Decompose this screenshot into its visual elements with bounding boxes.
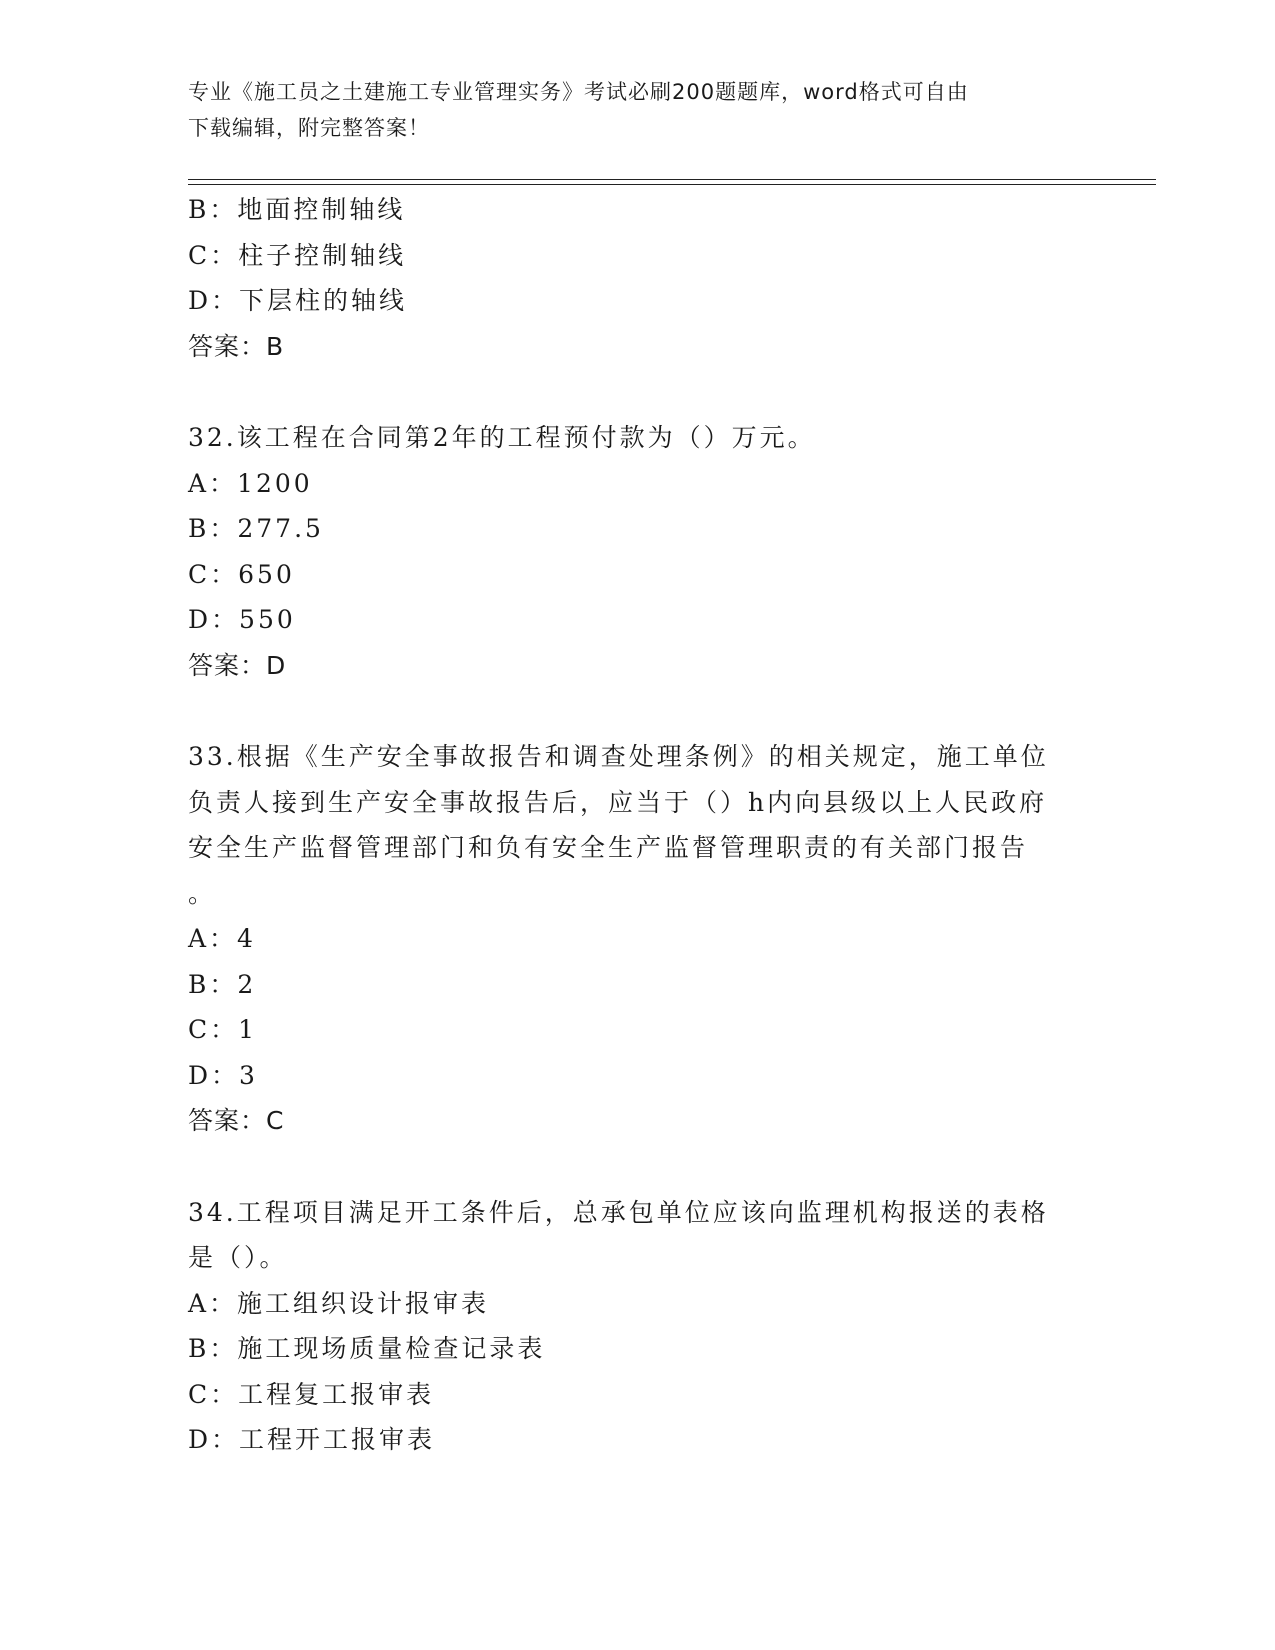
- question-stem-line: 安全生产监督管理部门和负有安全生产监督管理职责的有关部门报告: [188, 833, 1029, 862]
- header-line-1: 专业《施工员之土建施工专业管理实务》考试必刷200题题库，word格式可自由: [188, 80, 969, 104]
- spacer: [188, 369, 1088, 415]
- question-stem-line: 33.根据《生产安全事故报告和调查处理条例》的相关规定，施工单位: [188, 742, 1049, 771]
- option-b: B：施工现场质量检查记录表: [188, 1334, 546, 1363]
- question-33: [188, 734, 1088, 1144]
- option-c: C：工程复工报审表: [188, 1379, 435, 1409]
- option-d: D：工程开工报审表: [188, 1425, 436, 1454]
- option-c: C：1: [188, 1015, 258, 1044]
- option-d: D：下层柱的轴线: [188, 286, 408, 315]
- option-b: B：2: [188, 969, 257, 999]
- document-header: [188, 74, 1088, 146]
- question-34: [188, 1190, 1088, 1463]
- question-stem-line: 负责人接到生产安全事故报告后，应当于（）h内向县级以上人民政府: [188, 787, 1048, 817]
- option-a: A：4: [188, 924, 256, 953]
- spacer: [188, 688, 1088, 734]
- option-d: D：550: [188, 605, 296, 634]
- question-stem-line: 。: [188, 878, 217, 908]
- question-stem-line: 是（）。: [188, 1243, 288, 1272]
- option-a: A：施工组织设计报审表: [188, 1288, 490, 1318]
- question-stem: 32.该工程在合同第2年的工程预付款为（）万元。: [188, 423, 816, 452]
- question-stem-line: 34.工程项目满足开工条件后，总承包单位应该向监理机构报送的表格: [188, 1197, 1049, 1227]
- answer-line: 答案：D: [188, 650, 287, 680]
- header-divider-top: [188, 179, 1156, 180]
- option-c: C：650: [188, 559, 295, 589]
- answer-line: 答案：B: [188, 331, 285, 361]
- option-b: B：地面控制轴线: [188, 195, 406, 224]
- answer-line: 答案：C: [188, 1106, 285, 1135]
- option-c: C：柱子控制轴线: [188, 240, 407, 270]
- question-list: [188, 187, 1088, 1463]
- option-d: D：3: [188, 1060, 258, 1090]
- question-31: [188, 187, 1088, 369]
- spacer: [188, 1144, 1088, 1190]
- header-line-2: 下载编辑，附完整答案！: [188, 116, 430, 140]
- header-divider-bottom: [188, 184, 1156, 185]
- option-b: B：277.5: [188, 514, 324, 543]
- option-a: A：1200: [188, 468, 313, 498]
- question-32: [188, 415, 1088, 688]
